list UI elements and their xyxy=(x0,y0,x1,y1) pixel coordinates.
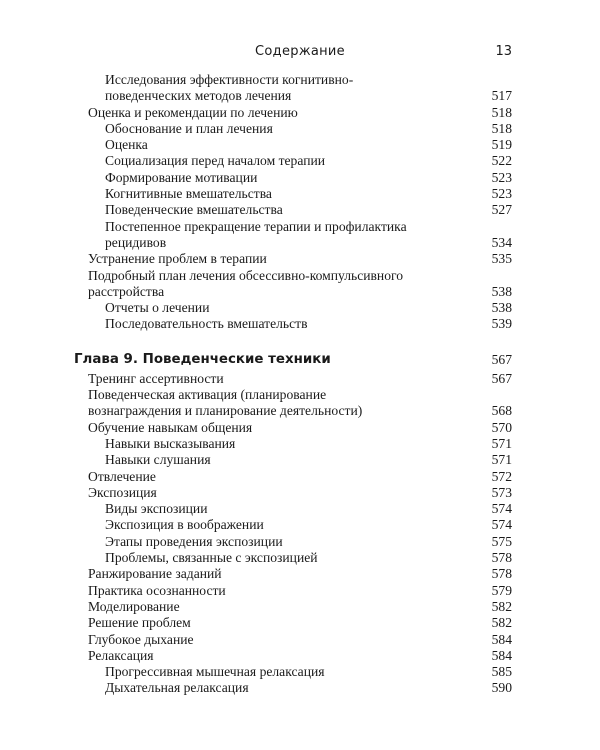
toc-entry-title: Навыки высказывания xyxy=(105,435,236,451)
toc-entry-page: 579 xyxy=(491,582,512,598)
toc-entry xyxy=(88,566,512,582)
toc-entry-title: Релаксация xyxy=(88,647,154,663)
toc-entry-title: Ранжирование заданий xyxy=(88,566,222,582)
toc-entry-page: 582 xyxy=(491,598,512,614)
toc-entry-title: Социализация перед началом терапии xyxy=(105,153,326,169)
toc-entry-page: 518 xyxy=(491,120,512,136)
toc-entry-page: 571 xyxy=(491,452,512,468)
toc-entry-page: 567 xyxy=(491,370,512,386)
toc-entry xyxy=(88,583,512,599)
toc-entry xyxy=(88,436,512,452)
toc-entry-title: Прогрессивная мышечная релаксация xyxy=(105,664,325,680)
toc-entry-title: Поведенческие вмешательства xyxy=(105,202,283,218)
toc-entry-title: Этапы проведения экспозиции xyxy=(105,533,283,549)
toc-entry-page: 585 xyxy=(491,664,512,680)
toc-entry-title: Экспозиция в воображении xyxy=(105,517,264,533)
toc-entry-title: Моделирование xyxy=(88,598,180,614)
toc-entry-page: 519 xyxy=(491,137,512,153)
toc-entry-title: Оценка xyxy=(105,137,148,153)
toc-entry xyxy=(88,615,512,631)
toc-entry-page: 568 xyxy=(491,403,512,419)
toc-entry-title: Проблемы, связанные с экспозицией xyxy=(105,550,318,566)
toc-entry-title: Отчеты о лечении xyxy=(105,300,210,316)
running-header xyxy=(0,44,600,64)
toc-entry-page: 578 xyxy=(491,550,512,566)
toc-entry-page: 573 xyxy=(491,484,512,500)
toc-entry-page: 523 xyxy=(491,169,512,185)
toc-entry-title: Тренинг ассертивности xyxy=(88,370,224,386)
toc-section-bottom xyxy=(88,371,512,697)
toc-entry-page: 575 xyxy=(491,533,512,549)
toc-entry-page: 572 xyxy=(491,468,512,484)
toc-entry xyxy=(88,452,512,468)
toc-entry-title: Навыки слушания xyxy=(105,452,211,468)
toc-entry-title: Когнитивные вмешательства xyxy=(105,186,272,202)
toc-entry xyxy=(88,251,512,267)
toc-entry-title: Исследования эффективности когнитивно- поведенческих методов лечения xyxy=(105,72,354,104)
toc-entry xyxy=(88,170,512,186)
toc-entry-page: 538 xyxy=(491,283,512,299)
header-page-number: 13 xyxy=(495,44,512,59)
toc-entry-page: 570 xyxy=(491,419,512,435)
toc-entry-page: 535 xyxy=(491,251,512,267)
toc-entry xyxy=(88,632,512,648)
toc-entry-title: Обоснование и план лечения xyxy=(105,120,273,136)
toc-entry xyxy=(88,420,512,436)
table-of-contents xyxy=(74,72,512,697)
toc-entry-title: Дыхательная релаксация xyxy=(105,680,249,696)
chapter-heading xyxy=(74,351,512,369)
toc-entry-page: 574 xyxy=(491,517,512,533)
toc-entry-page: 582 xyxy=(491,615,512,631)
toc-entry-page: 527 xyxy=(491,202,512,218)
toc-entry-page: 534 xyxy=(491,234,512,250)
toc-entry-page: 539 xyxy=(491,316,512,332)
toc-entry-page: 522 xyxy=(491,153,512,169)
toc-entry xyxy=(88,371,512,387)
toc-entry xyxy=(88,485,512,501)
toc-entry-page: 523 xyxy=(491,186,512,202)
toc-entry-page: 574 xyxy=(491,501,512,517)
toc-entry-page: 517 xyxy=(491,88,512,104)
toc-entry-page: 571 xyxy=(491,435,512,451)
toc-entry xyxy=(88,664,512,680)
toc-entry-title: Обучение навыкам общения xyxy=(88,419,253,435)
toc-entry-title: Устранение проблем в терапии xyxy=(88,251,267,267)
toc-section-top xyxy=(88,72,512,333)
toc-entry-title: Формирование мотивации xyxy=(105,169,258,185)
toc-entry-title: Практика осознанности xyxy=(88,582,226,598)
toc-entry-title: Глубокое дыхание xyxy=(88,631,194,647)
toc-entry-page: 584 xyxy=(491,631,512,647)
toc-entry-page: 590 xyxy=(491,680,512,696)
toc-entry xyxy=(88,153,512,169)
toc-entry-page: 584 xyxy=(491,647,512,663)
toc-entry-page: 518 xyxy=(491,104,512,120)
toc-entry xyxy=(88,202,512,218)
toc-entry xyxy=(88,121,512,137)
toc-entry xyxy=(88,648,512,664)
header-title: Содержание xyxy=(255,44,345,59)
toc-entry xyxy=(88,186,512,202)
toc-entry-title: Оценка и рекомендации по лечению xyxy=(88,104,298,120)
toc-entry xyxy=(88,219,512,252)
chapter-page: 567 xyxy=(491,351,512,367)
toc-entry xyxy=(88,268,512,301)
toc-entry xyxy=(88,534,512,550)
toc-entry xyxy=(88,680,512,696)
toc-entry-title: Поведенческая активация (планирование вознаграждения и планирование деятельности) xyxy=(88,387,363,419)
toc-entry-title: Последовательность вмешательств xyxy=(105,316,308,332)
toc-entry xyxy=(88,387,512,420)
toc-entry-title: Подробный план лечения обсессивно-компульсивного расстройства xyxy=(88,267,404,299)
toc-entry-title: Экспозиция xyxy=(88,484,157,500)
toc-entry xyxy=(88,316,512,332)
toc-entry-title: Отвлечение xyxy=(88,468,156,484)
chapter-title: Глава 9. Поведенческие техники xyxy=(74,351,331,367)
toc-entry xyxy=(88,469,512,485)
toc-entry xyxy=(88,300,512,316)
toc-entry-page: 578 xyxy=(491,566,512,582)
toc-entry-title: Виды экспозиции xyxy=(105,501,208,517)
toc-entry xyxy=(88,517,512,533)
toc-entry xyxy=(88,105,512,121)
toc-entry xyxy=(88,501,512,517)
toc-entry xyxy=(88,599,512,615)
toc-entry-title: Постепенное прекращение терапии и профилактика рецидивов xyxy=(105,218,407,250)
toc-entry-page: 538 xyxy=(491,300,512,316)
toc-entry xyxy=(88,137,512,153)
toc-entry xyxy=(88,72,512,105)
toc-entry-title: Решение проблем xyxy=(88,615,191,631)
toc-entry xyxy=(88,550,512,566)
